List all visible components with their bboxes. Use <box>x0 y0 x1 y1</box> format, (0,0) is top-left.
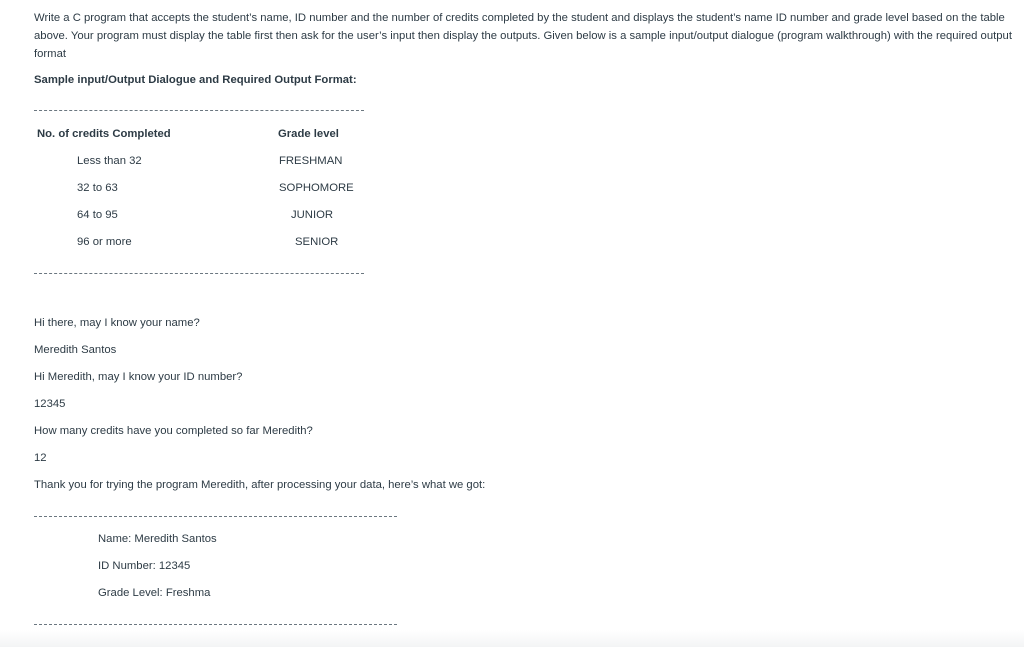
bottom-edge <box>0 630 1024 647</box>
table-row-grade: JUNIOR <box>291 209 334 221</box>
dialogue-line: 12345 <box>34 398 66 410</box>
output-bottom-divider <box>34 624 397 625</box>
intro-paragraph: Write a C program that accepts the student’s name, ID number and the number of credits completed by the student and displays the student’s name ID number and grade level based on the table above. Your program must display the table first then ask for the user’s input then display the outputs. Given below is a sample input/output dialogue (program walkthrough) with the required output format <box>34 12 1012 60</box>
table-bottom-divider <box>34 273 364 274</box>
table-row-credits: 32 to 63 <box>77 182 118 194</box>
dialogue-line: Hi Meredith, may I know your ID number? <box>34 371 243 383</box>
dialogue-line: Hi there, may I know your name? <box>34 317 200 329</box>
table-row-grade: SENIOR <box>295 236 339 248</box>
dialogue-line: Meredith Santos <box>34 344 117 356</box>
table-header-grade: Grade level <box>278 128 339 140</box>
output-name: Name: Meredith Santos <box>98 533 217 545</box>
table-row-credits: 96 or more <box>77 236 132 248</box>
output-grade: Grade Level: Freshma <box>98 587 211 599</box>
dialogue-line: Thank you for trying the program Meredith, after processing your data, here’s what we got: <box>34 479 486 491</box>
output-top-divider <box>34 516 397 517</box>
table-row-credits: Less than 32 <box>77 155 142 167</box>
table-header-credits: No. of credits Completed <box>37 128 171 140</box>
table-row-grade: FRESHMAN <box>279 155 343 167</box>
dialogue-line: How many credits have you completed so far Meredith? <box>34 425 313 437</box>
output-id: ID Number: 12345 <box>98 560 191 572</box>
table-top-divider <box>34 110 364 111</box>
table-row-credits: 64 to 95 <box>77 209 118 221</box>
table-row-grade: SOPHOMORE <box>279 182 354 194</box>
sample-heading: Sample input/Output Dialogue and Required Output Format: <box>34 74 357 86</box>
dialogue-line: 12 <box>34 452 47 464</box>
